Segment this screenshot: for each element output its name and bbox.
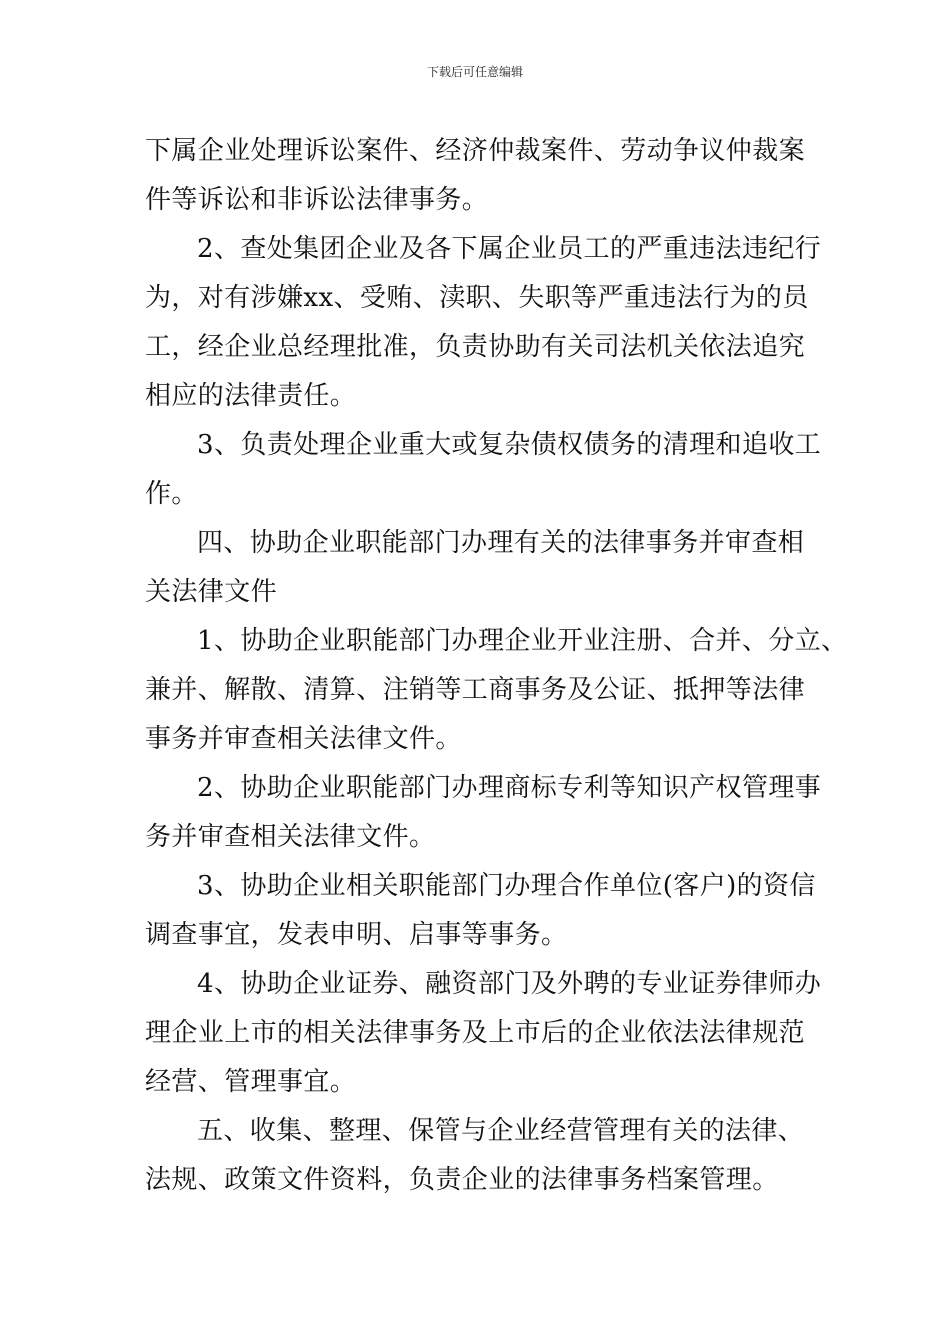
text-line: 事务并审查相关法律文件。	[145, 724, 462, 754]
text-line: 经营、管理事宜。	[145, 1067, 357, 1097]
text-line: 调查事宜，发表申明、启事等事务。	[145, 920, 568, 950]
text-line: 务并审查相关法律文件。	[145, 822, 436, 852]
text-line: 4、协助企业证券、融资部门及外聘的专业证券律师办	[197, 969, 822, 999]
text-line: 工，经企业总经理批准，负责协助有关司法机关依法追究	[145, 332, 806, 362]
text-line: 3、协助企业相关职能部门办理合作单位(客户)的资信	[197, 871, 816, 901]
text-line: 2、协助企业职能部门办理商标专利等知识产权管理事	[197, 773, 822, 803]
text-line: 件等诉讼和非诉讼法律事务。	[145, 185, 489, 215]
text-line: 关法律文件	[145, 577, 278, 607]
text-line: 作。	[145, 479, 198, 509]
text-line: 法规、政策文件资料，负责企业的法律事务档案管理。	[145, 1165, 779, 1195]
text-line: 兼并、解散、清算、注销等工商事务及公证、抵押等法律	[145, 675, 806, 705]
text-line: 下属企业处理诉讼案件、经济仲裁案件、劳动争议仲裁案	[145, 136, 806, 166]
text-line: 2、查处集团企业及各下属企业员工的严重违法违纪行	[197, 234, 822, 264]
text-line: 3、负责处理企业重大或复杂债权债务的清理和追收工	[197, 430, 822, 460]
document-body	[145, 127, 848, 1205]
text-line: 为，对有涉嫌xx、受贿、渎职、失职等严重违法行为的员	[145, 283, 809, 313]
text-line: 五、收集、整理、保管与企业经营管理有关的法律、	[197, 1116, 805, 1146]
text-line: 四、协助企业职能部门办理有关的法律事务并审查相	[197, 528, 805, 558]
text-line: 1、协助企业职能部门办理企业开业注册、合并、分立、	[197, 626, 848, 656]
page-header-note: 下载后可任意编辑	[426, 65, 523, 79]
text-line: 相应的法律责任。	[145, 381, 357, 411]
text-line: 理企业上市的相关法律事务及上市后的企业依法法律规范	[145, 1018, 806, 1048]
